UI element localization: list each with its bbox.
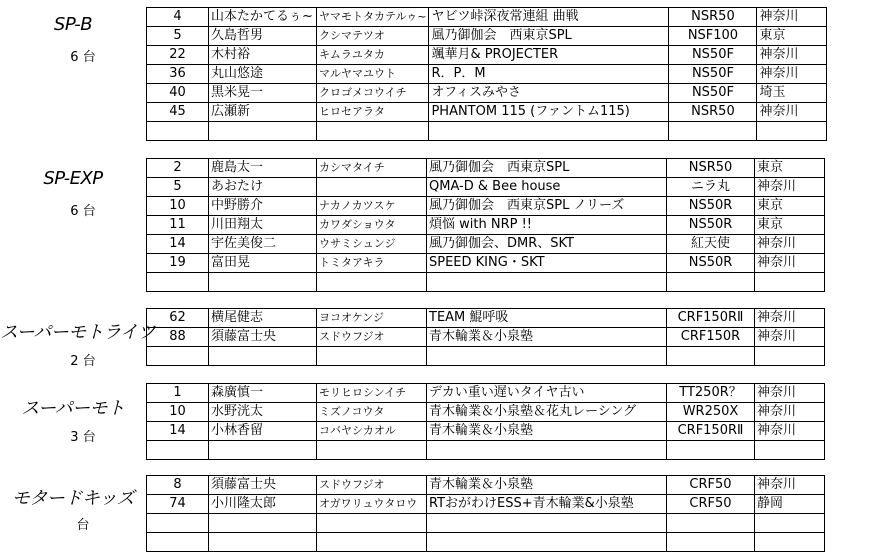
entry-number-cell xyxy=(147,347,209,366)
rider-kana-cell: スドウフジオ xyxy=(317,328,427,347)
rider-name-cell: 久島哲男 xyxy=(209,27,317,46)
table-row xyxy=(147,46,827,65)
rider-kana-cell: キムラユタカ xyxy=(317,46,429,65)
rider-name-cell: 山本たかてるぅ~ xyxy=(209,8,317,27)
machine-cell: NSF100 xyxy=(669,27,757,46)
rider-kana-cell: ヒロセアラタ xyxy=(317,103,429,122)
prefecture-cell: 神奈川 xyxy=(755,328,825,347)
team-name-cell xyxy=(427,514,667,533)
machine-cell: NS50R xyxy=(667,197,755,216)
table-row xyxy=(147,495,825,514)
rider-name-cell xyxy=(209,347,317,366)
entry-table xyxy=(146,475,825,552)
rider-kana-cell: クシマテツオ xyxy=(317,27,429,46)
prefecture-cell: 神奈川 xyxy=(755,235,825,254)
entry-number-cell: 88 xyxy=(147,328,209,347)
table-row xyxy=(147,65,827,84)
rider-name-cell: 丸山悠途 xyxy=(209,65,317,84)
team-name-cell xyxy=(429,122,669,141)
entry-number-cell: 2 xyxy=(147,159,209,178)
machine-cell xyxy=(667,273,755,292)
rider-kana-cell: ヤマモトタカテルゥ~ xyxy=(317,8,429,27)
table-row xyxy=(147,8,827,27)
rider-kana-cell: マルヤマユウト xyxy=(317,65,429,84)
machine-cell: NS50F xyxy=(669,84,757,103)
rider-name-cell: 富田晃 xyxy=(209,254,317,273)
table-row xyxy=(147,84,827,103)
team-name-cell: オフィスみやさ xyxy=(429,84,669,103)
rider-kana-cell xyxy=(317,122,429,141)
prefecture-cell: 神奈川 xyxy=(755,384,825,403)
rider-name-cell: 鹿島太一 xyxy=(209,159,317,178)
team-name-cell: QMA-D & Bee house xyxy=(427,178,667,197)
entry-number-cell: 36 xyxy=(147,65,209,84)
entry-table xyxy=(146,7,827,141)
entry-number-cell: 5 xyxy=(147,27,209,46)
team-name-cell: 風乃御伽会、DMR、SKT xyxy=(427,235,667,254)
prefecture-cell: 神奈川 xyxy=(755,178,825,197)
entry-number-cell: 22 xyxy=(147,46,209,65)
machine-cell: NS50R xyxy=(667,216,755,235)
rider-name-cell xyxy=(209,273,317,292)
machine-cell: CRF150R xyxy=(667,328,755,347)
class-count: 6 台 xyxy=(70,50,96,65)
entry-number-cell: 40 xyxy=(147,84,209,103)
team-name-cell: 風乃御伽会 西東京SPL ノリーズ xyxy=(427,197,667,216)
rider-name-cell xyxy=(209,441,317,460)
team-name-cell xyxy=(427,273,667,292)
table-row xyxy=(147,328,825,347)
team-name-cell: RTおがわけESS+青木輪業&小泉塾 xyxy=(427,495,667,514)
rider-kana-cell: トミタアキラ xyxy=(317,254,427,273)
machine-cell: NS50R xyxy=(667,254,755,273)
rider-name-cell: 水野洸太 xyxy=(209,403,317,422)
entry-number-cell: 5 xyxy=(147,178,209,197)
table-row xyxy=(147,347,825,366)
prefecture-cell: 神奈川 xyxy=(757,46,827,65)
machine-cell xyxy=(667,514,755,533)
rider-name-cell xyxy=(209,122,317,141)
team-name-cell xyxy=(427,441,667,460)
rider-name-cell xyxy=(209,514,317,533)
rider-name-cell: 須藤富士央 xyxy=(209,476,317,495)
machine-cell: CRF50 xyxy=(667,495,755,514)
team-name-cell xyxy=(427,347,667,366)
table-row xyxy=(147,309,825,328)
entry-number-cell xyxy=(147,122,209,141)
prefecture-cell xyxy=(757,122,827,141)
prefecture-cell xyxy=(755,273,825,292)
rider-kana-cell: ミズノコウタ xyxy=(317,403,427,422)
team-name-cell: TEAM 鯤呼吸 xyxy=(427,309,667,328)
table-row xyxy=(147,235,825,254)
machine-cell: WR250X xyxy=(667,403,755,422)
prefecture-cell: 静岡 xyxy=(755,495,825,514)
class-name: SP-EXP xyxy=(43,168,103,189)
entry-number-cell: 62 xyxy=(147,309,209,328)
rider-kana-cell xyxy=(317,273,427,292)
table-row xyxy=(147,178,825,197)
machine-cell: NS50F xyxy=(669,46,757,65)
prefecture-cell: 神奈川 xyxy=(755,309,825,328)
prefecture-cell: 神奈川 xyxy=(755,254,825,273)
entry-table xyxy=(146,308,825,366)
rider-kana-cell xyxy=(317,178,427,197)
team-name-cell: PHANTOM 115 (ファントム115) xyxy=(429,103,669,122)
entry-number-cell: 19 xyxy=(147,254,209,273)
rider-kana-cell xyxy=(317,514,427,533)
class-name: モタードキッズ xyxy=(11,488,135,509)
rider-kana-cell: カシマタイチ xyxy=(317,159,427,178)
prefecture-cell: 東京 xyxy=(755,197,825,216)
machine-cell: NSR50 xyxy=(669,103,757,122)
team-name-cell: R．P．M xyxy=(429,65,669,84)
machine-cell xyxy=(667,347,755,366)
entry-number-cell: 10 xyxy=(147,197,209,216)
rider-kana-cell: コバヤシカオル xyxy=(317,422,427,441)
rider-name-cell: 中野勝介 xyxy=(209,197,317,216)
rider-kana-cell: スドウフジオ xyxy=(317,476,427,495)
team-name-cell: 風乃御伽会 西東京SPL xyxy=(427,159,667,178)
prefecture-cell xyxy=(755,514,825,533)
rider-name-cell: あおたけ xyxy=(209,178,317,197)
table-row xyxy=(147,422,825,441)
rider-kana-cell: オガワリュウタロウ xyxy=(317,495,427,514)
table-row xyxy=(147,384,825,403)
team-name-cell: SPEED KING・SKT xyxy=(427,254,667,273)
rider-kana-cell xyxy=(317,441,427,460)
entry-rows xyxy=(147,159,825,292)
team-name-cell: 青木輪業＆小泉塾 xyxy=(427,328,667,347)
rider-name-cell: 小林香留 xyxy=(209,422,317,441)
team-name-cell: 青木輪業＆小泉塾＆花丸レーシング xyxy=(427,403,667,422)
rider-kana-cell: クロゴメコウイチ xyxy=(317,84,429,103)
team-name-cell: 青木輪業＆小泉塾 xyxy=(427,422,667,441)
prefecture-cell: 東京 xyxy=(757,27,827,46)
machine-cell: CRF150RⅡ xyxy=(667,309,755,328)
prefecture-cell: 東京 xyxy=(755,216,825,235)
table-row xyxy=(147,159,825,178)
rider-name-cell: 小川隆太郎 xyxy=(209,495,317,514)
entry-number-cell xyxy=(147,273,209,292)
prefecture-cell xyxy=(755,441,825,460)
rider-kana-cell: ナカノカツスケ xyxy=(317,197,427,216)
prefecture-cell: 神奈川 xyxy=(755,422,825,441)
class-count: 3 台 xyxy=(70,430,96,445)
prefecture-cell: 神奈川 xyxy=(757,65,827,84)
rider-name-cell: 宇佐美俊二 xyxy=(209,235,317,254)
machine-cell: CRF50 xyxy=(667,476,755,495)
entry-number-cell: 74 xyxy=(147,495,209,514)
entry-rows xyxy=(147,8,827,141)
rider-kana-cell: ヨコオケンジ xyxy=(317,309,427,328)
prefecture-cell: 東京 xyxy=(755,159,825,178)
class-name: SP-B xyxy=(53,14,93,35)
table-row xyxy=(147,216,825,235)
machine-cell: NSR50 xyxy=(667,159,755,178)
machine-cell: ニラ丸 xyxy=(667,178,755,197)
prefecture-cell: 埼玉 xyxy=(757,84,827,103)
table-row xyxy=(147,403,825,422)
entry-number-cell xyxy=(147,441,209,460)
machine-cell: 紅天使 xyxy=(667,235,755,254)
machine-cell: NSR50 xyxy=(669,8,757,27)
entry-number-cell: 45 xyxy=(147,103,209,122)
machine-cell xyxy=(669,122,757,141)
entry-table xyxy=(146,383,825,460)
table-row xyxy=(147,103,827,122)
prefecture-cell: 神奈川 xyxy=(755,476,825,495)
table-row xyxy=(147,514,825,533)
prefecture-cell: 神奈川 xyxy=(757,8,827,27)
machine-cell: CRF150RⅡ xyxy=(667,422,755,441)
entry-number-cell: 10 xyxy=(147,403,209,422)
entry-rows xyxy=(147,309,825,366)
table-row xyxy=(147,27,827,46)
team-name-cell: 煩悩 with NRP !! xyxy=(427,216,667,235)
rider-name-cell: 横尾健志 xyxy=(209,309,317,328)
machine-cell: NS50F xyxy=(669,65,757,84)
entry-rows xyxy=(147,384,825,460)
team-name-cell: デカい重い遅いタイヤ古い xyxy=(427,384,667,403)
table-row xyxy=(147,273,825,292)
class-name: スーパーモトライツ xyxy=(0,322,156,343)
rider-name-cell: 広瀬新 xyxy=(209,103,317,122)
team-name-cell: ヤビツ峠深夜常連組 曲戦 xyxy=(429,8,669,27)
class-count: 2 台 xyxy=(70,354,96,369)
table-row xyxy=(147,441,825,460)
prefecture-cell xyxy=(755,347,825,366)
entry-number-cell: 11 xyxy=(147,216,209,235)
team-name-cell: 青木輪業＆小泉塾 xyxy=(427,476,667,495)
table-row xyxy=(147,197,825,216)
entry-number-cell: 4 xyxy=(147,8,209,27)
team-name-cell: 風乃御伽会 西東京SPL xyxy=(429,27,669,46)
rider-name-cell: 森廣慎一 xyxy=(209,384,317,403)
class-count: 6 台 xyxy=(70,204,96,219)
table-row xyxy=(147,476,825,495)
prefecture-cell: 神奈川 xyxy=(755,403,825,422)
rider-name-cell: 黒米晃一 xyxy=(209,84,317,103)
class-name: スーパーモト xyxy=(21,398,125,419)
table-row xyxy=(147,122,827,141)
entry-number-cell: 8 xyxy=(147,476,209,495)
entry-number-cell: 1 xyxy=(147,384,209,403)
entry-rows xyxy=(147,476,825,552)
entry-number-cell: 14 xyxy=(147,422,209,441)
rider-name-cell: 川田翔太 xyxy=(209,216,317,235)
rider-name-cell: 木村裕 xyxy=(209,46,317,65)
prefecture-cell: 神奈川 xyxy=(757,103,827,122)
entry-number-cell: 14 xyxy=(147,235,209,254)
team-name-cell: 颯華月& PROJECTER xyxy=(429,46,669,65)
rider-kana-cell: カワダショウタ xyxy=(317,216,427,235)
class-count: 台 xyxy=(76,518,90,533)
entry-number-cell xyxy=(147,514,209,533)
entry-table xyxy=(146,158,825,292)
rider-kana-cell: ウサミシュンジ xyxy=(317,235,427,254)
machine-cell xyxy=(667,441,755,460)
table-row xyxy=(147,254,825,273)
machine-cell: TT250R？ xyxy=(667,384,755,403)
rider-name-cell: 須藤富士央 xyxy=(209,328,317,347)
rider-kana-cell xyxy=(317,347,427,366)
rider-kana-cell: モリヒロシンイチ xyxy=(317,384,427,403)
